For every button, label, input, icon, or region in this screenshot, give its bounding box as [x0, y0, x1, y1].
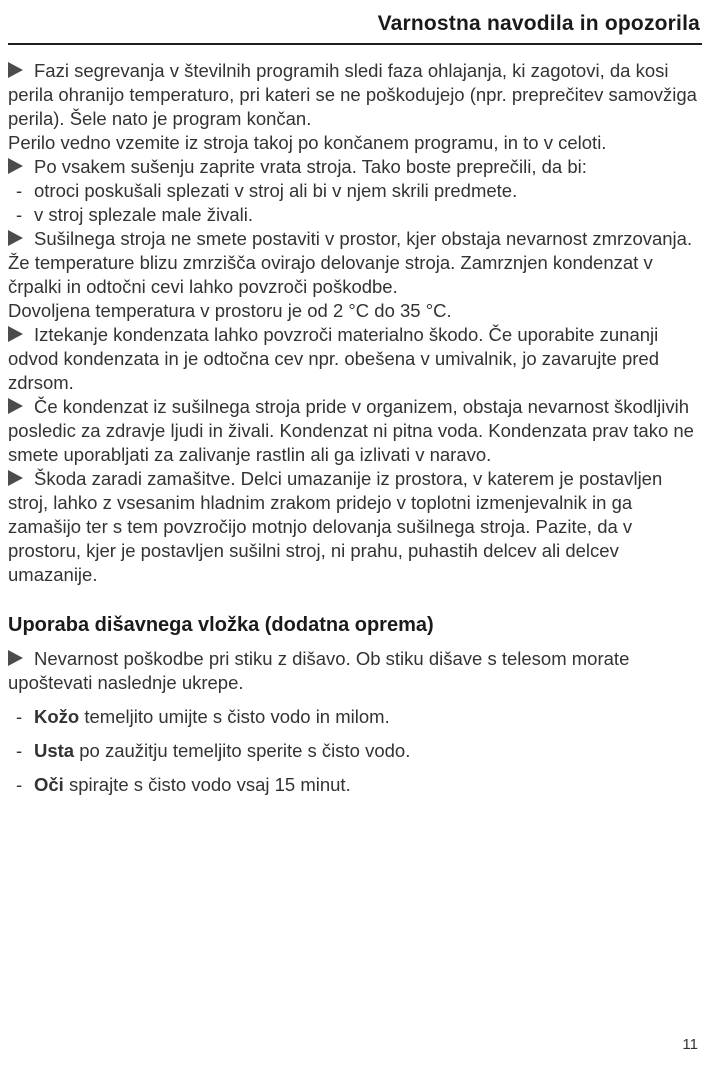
- list-item-rest: temeljito umijte s čisto vodo in milom.: [79, 706, 390, 727]
- paragraph-text: Fazi segrevanja v številnih programih sledi faza ohlajanja, ki zagotovi, da kosi perila ohranijo temperaturo, pri kateri se ne poškodujejo (npr. preprečitev samovžiga perila). Šele nato je program končan.: [8, 60, 697, 129]
- warning-paragraph: [8, 155, 702, 179]
- continuation-paragraph: [8, 131, 702, 155]
- list-item: [8, 739, 702, 763]
- paragraph-text: Nevarnost poškodbe pri stiku z dišavo. Ob stiku dišave s telesom morate upoštevati naslednje ukrepe.: [8, 648, 630, 693]
- dash-bullet: -: [16, 204, 23, 225]
- arrow-bullet-icon: [8, 398, 23, 414]
- page-header: [8, 10, 702, 43]
- list-item: [8, 203, 702, 227]
- list-item-lead: Kožo: [34, 706, 80, 727]
- list-item-lead: Oči: [34, 774, 64, 795]
- list-item: [8, 773, 702, 797]
- page-content: [8, 59, 702, 797]
- paragraph-text: Če kondenzat iz sušilnega stroja pride v organizem, obstaja nevarnost škodljivih posledic za zdravje ljudi in živali. Kondenzat ni pitna voda. Kondenzata prav tako ne smete uporabljati za zalivanje rastlin ali ga izlivati v naravo.: [8, 396, 694, 465]
- paragraph-text: Iztekanje kondenzata lahko povzroči materialno škodo. Če uporabite zunanji odvod kondenzata in je odtočna cev npr. obešena v umivalnik, jo zavarujte pred zdrsom.: [8, 324, 659, 393]
- list-item-rest: po zaužitju temeljito sperite s čisto vodo.: [74, 740, 411, 761]
- list-item: [8, 705, 702, 729]
- warning-paragraph: [8, 227, 702, 299]
- warning-paragraph: [8, 467, 702, 587]
- list-item-text: [34, 773, 702, 797]
- warning-paragraph: [8, 323, 702, 395]
- list-item-rest: spirajte s čisto vodo vsaj 15 minut.: [63, 774, 351, 795]
- paragraph-text: Perilo vedno vzemite iz stroja takoj po končanem programu, in to v celoti.: [8, 132, 607, 153]
- paragraph-text: Po vsakem sušenju zaprite vrata stroja. Tako boste preprečili, da bi:: [34, 156, 587, 177]
- arrow-bullet-icon: [8, 650, 23, 666]
- header-rule: [8, 43, 702, 45]
- warning-paragraph: [8, 647, 702, 695]
- paragraph-text: Sušilnega stroja ne smete postaviti v prostor, kjer obstaja nevarnost zmrzovanja. Že temperature blizu zmrzišča ovirajo delovanje stroja. Zamrznjen kondenzat v črpalki in odtočni cevi lahko povzroči poškodbe.: [8, 228, 693, 297]
- list-item-text: [34, 705, 702, 729]
- list-item: [8, 179, 702, 203]
- list-item-text: otroci poskušali splezati v stroj ali bi v njem skrili predmete.: [34, 180, 518, 201]
- list-item-text: v stroj splezale male živali.: [34, 204, 253, 225]
- arrow-bullet-icon: [8, 230, 23, 246]
- dash-bullet: -: [16, 774, 23, 795]
- page-title: Varnostna navodila in opozorila: [377, 12, 700, 35]
- continuation-paragraph: [8, 299, 702, 323]
- arrow-bullet-icon: [8, 470, 23, 486]
- warning-paragraph: [8, 395, 702, 467]
- list-item-lead: Usta: [34, 740, 75, 761]
- paragraph-text: Dovoljena temperatura v prostoru je od 2 °C do 35 °C.: [8, 300, 452, 321]
- dash-bullet: -: [16, 740, 23, 761]
- arrow-bullet-icon: [8, 326, 23, 342]
- paragraph-text: Škoda zaradi zamašitve. Delci umazanije iz prostora, v katerem je postavljen stroj, lahko z vsesanim hladnim zrakom pridejo v toplotni izmenjevalnik in ga zamašijo ter s tem povzročijo motnjo delovanja sušilnega stroja. Pazite, da v prostoru, kjer je postavljen sušilni stroj, ni prahu, puhastih delcev ali delcev umazanije.: [8, 468, 663, 585]
- page-number: 11: [682, 1036, 698, 1053]
- arrow-bullet-icon: [8, 62, 23, 78]
- dash-bullet: -: [16, 706, 23, 727]
- warning-paragraph: [8, 59, 702, 131]
- section-heading: Uporaba dišavnega vložka (dodatna oprema): [8, 614, 434, 636]
- arrow-bullet-icon: [8, 158, 23, 174]
- dash-bullet: -: [16, 180, 23, 201]
- list-item-text: [34, 739, 702, 763]
